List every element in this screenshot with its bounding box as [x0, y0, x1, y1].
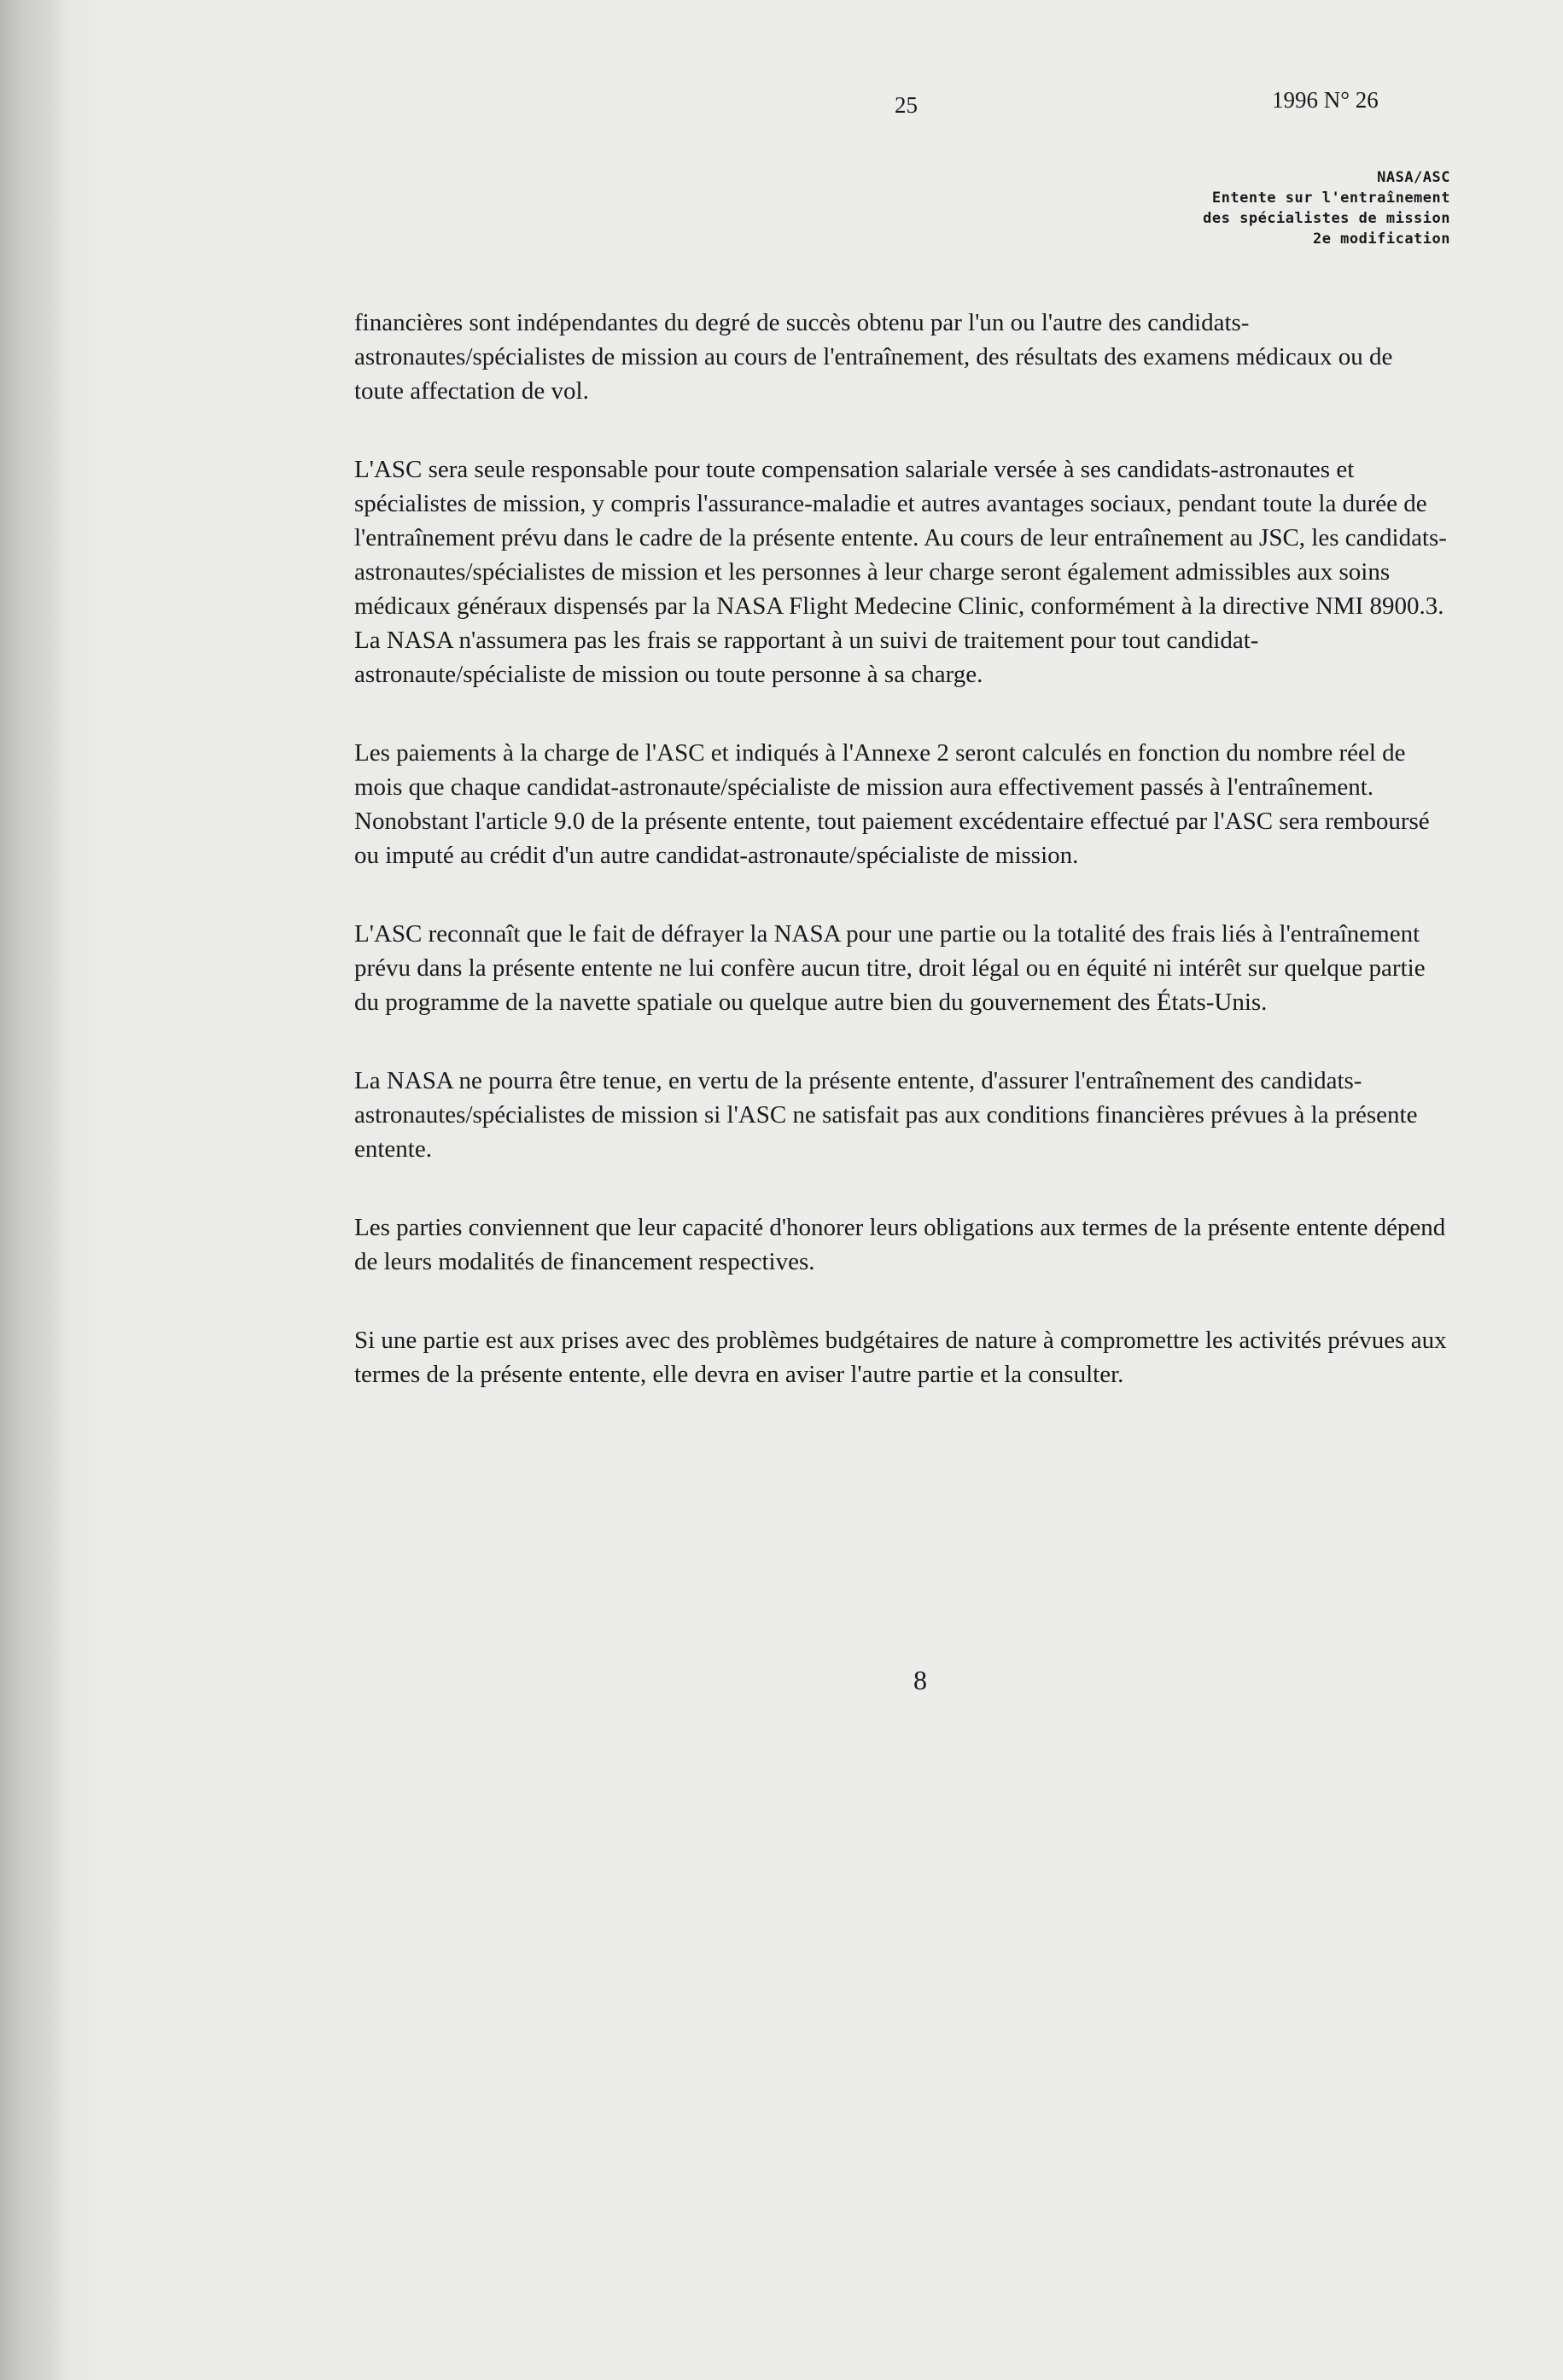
paragraph-6: Les parties conviennent que leur capacité d'honorer leurs obligations aux termes de la présente entente dépend de leurs modalités de financement respectives.: [354, 1214, 1446, 1275]
footer-page-number: 8: [913, 1665, 927, 1695]
document-stamp: [1203, 167, 1450, 249]
stamp-line-1: NASA/ASC: [1377, 169, 1450, 186]
paragraph-5: La NASA ne pourra être tenue, en vertu de la présente entente, d'assurer l'entraînement des candidats-astronautes/spécialistes de mission si l'ASC ne satisfait pas aux conditions financières prévues à la présente entente.: [354, 1067, 1418, 1163]
stamp-line-2: Entente sur l'entraînement: [1211, 190, 1450, 207]
header-page-number: 25: [895, 92, 918, 118]
stamp-line-3: des spécialistes de mission: [1203, 210, 1450, 227]
body-text: [354, 306, 1447, 1436]
paragraph-3: Les paiements à la charge de l'ASC et indiqués à l'Annexe 2 seront calculés en fonction du nombre réel de mois que chaque candidat-astronaute/spécialiste de mission aura effectivement passés à l'entraînement. Nonobstant l'article 9.0 de la présente entente, tout paiement excédentaire effectué par l'ASC sera remboursé ou imputé au crédit d'un autre candidat-astronaute/spécialiste de mission.: [354, 739, 1430, 869]
paragraph-4: L'ASC reconnaît que le fait de défrayer la NASA pour une partie ou la totalité des frais liés à l'entraînement prévu dans la présente entente ne lui confère aucun titre, droit légal ou en équité ni intérêt sur quelque partie du programme de la navette spatiale ou quelque autre bien du gouvernement des États-Unis.: [354, 920, 1426, 1016]
stamp-line-4: 2e modification: [1312, 230, 1450, 248]
binding-shadow: [0, 0, 68, 2380]
paragraph-7: Si une partie est aux prises avec des problèmes budgétaires de nature à compromettre les activités prévues aux termes de la présente entente, elle devra en aviser l'autre partie et la consulter.: [354, 1327, 1447, 1388]
header-issue: 1996 N° 26: [1272, 87, 1379, 113]
paragraph-2: L'ASC sera seule responsable pour toute compensation salariale versée à ses candidats-astronautes et spécialistes de mission, y compris l'assurance-maladie et autres avantages sociaux, pendant toute la durée de l'entraînement prévu dans le cadre de la présente entente. Au cours de leur entraînement au JSC, les candidats-astronautes/spécialistes de mission et les personnes à leur charge seront également admissibles aux soins médicaux généraux dispensés par la NASA Flight Medecine Clinic, conformément à la directive NMI 8900.3. La NASA n'assumera pas les frais se rapportant à un suivi de traitement pour tout candidat-astronaute/spécialiste de mission ou toute personne à sa charge.: [354, 456, 1447, 688]
paragraph-1: financières sont indépendantes du degré de succès obtenu par l'un ou l'autre des candidats-astronautes/spécialistes de mission au cours de l'entraînement, des résultats des examens médicaux ou de toute affectation de vol.: [354, 309, 1393, 405]
